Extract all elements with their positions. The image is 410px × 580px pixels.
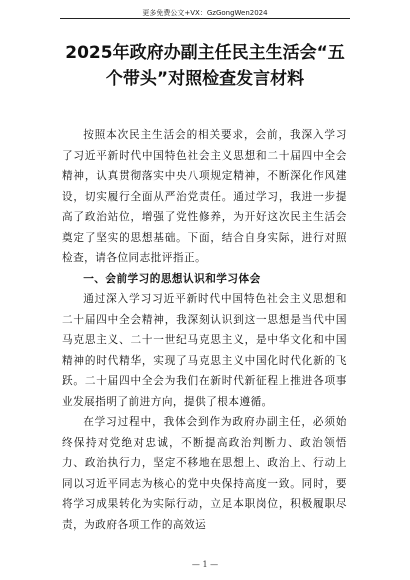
intro-paragraph: 按照本次民主生活会的相关要求，会前，我深入学习了习近平新时代中国特色社会主义思想和二十届四中全会精神，认真贯彻落实中央八项规定精神，不断深化作风建设，切实履行全面从严治党责任。通过学习，我进一步提高了政治站位，增强了党性修养，为开好这次民主生活会奠定了坚实的思想基础。下面，结合自身实际，进行对照检查，请各位同志批评指正。 [62,129,347,264]
section-paragraph: 在学习过程中，我体会到作为政府办副主任，必须始终保持对党绝对忠诚，不断提高政治判断力、政治领悟力、政治执行力，坚定不移地在思想上、政治上、行动上同以习近平同志为核心的党中央保持高度一致。同时，要将学习成果转化为实际行动，立足本职岗位，积极履职尽责，为政府各项工作的高效运 [62,416,347,531]
page-number: — 1 — [191,560,219,569]
section-heading: 一、会前学习的思想认识和学习体会 [83,272,261,285]
page-header [60,0,350,19]
document-body [62,125,347,535]
document-title: 2025年政府办副主任民主生活会“五个带头”对照检查发言材料 [65,43,345,89]
header-promo-text: 更多免费公文+VX：GzGongWen2024 [142,9,268,17]
section-paragraph: 通过深入学习习近平新时代中国特色社会主义思想和二十届四中全会精神，我深刻认识到这一思想是当代中国马克思主义、二十一世纪马克思主义，是中华文化和中国精神的时代精华，实现了马克思主义中国化时代化新的飞跃。二十届四中全会为我们在新时代新征程上推进各项事业发展指明了前进方向，提供了根本遵循。 [62,293,347,408]
